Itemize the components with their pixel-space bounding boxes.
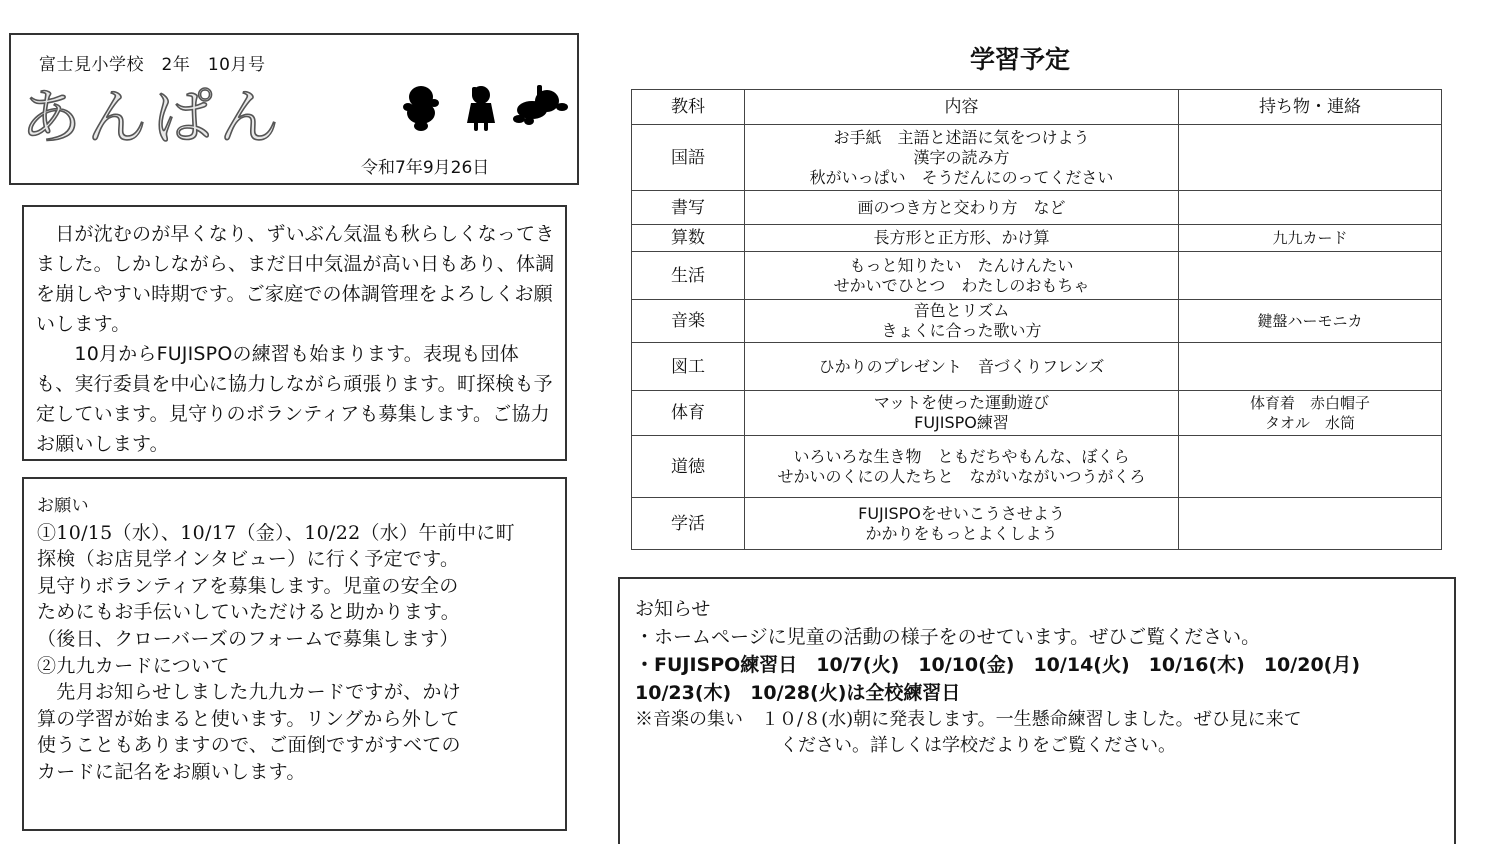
- content-line: かかりをもっとよくしよう: [865, 523, 1058, 543]
- items-cell: [1179, 125, 1442, 191]
- content-cell: [745, 252, 1179, 300]
- subject-cell: 学活: [632, 498, 745, 550]
- content-cell: [745, 391, 1179, 436]
- subject-cell: 書写: [632, 191, 745, 225]
- items-cell: [1179, 391, 1442, 436]
- content-line: きょくに合った歌い方: [881, 321, 1042, 340]
- items-cell: [1179, 252, 1442, 300]
- issue-date: 令和7年9月26日: [361, 158, 490, 178]
- request-line: 探検（お店見学インタビュー）に行く予定です。: [37, 548, 460, 571]
- table-row: [632, 300, 1442, 343]
- items-cell: [1179, 225, 1442, 252]
- request-line: 先月お知らせしました九九カードですが、かけ: [37, 681, 462, 704]
- content-line: マットを使った運動遊び: [873, 393, 1050, 412]
- table-row: [632, 498, 1442, 550]
- notice-line-practice-dates-cont: 10/23(木) 10/28(火)は全校練習日: [635, 682, 961, 704]
- content-line: 画のつき方と交わり方 など: [857, 197, 1066, 217]
- items-cell: [1179, 498, 1442, 550]
- notice-line-music-event-cont: ください。詳しくは学校だよりをご覧ください。: [780, 735, 1176, 756]
- request-line: ためにもお手伝いしていただけると助かります。: [37, 601, 461, 624]
- content-line: せかいでひとつ わたしのおもちゃ: [833, 275, 1090, 295]
- notice-line-practice-dates: ・FUJISPO練習日 10/7(火) 10/10(金) 10/14(火) 10/16(木) 10/20(月): [635, 654, 1361, 676]
- table-row: [632, 125, 1442, 191]
- request-line: 算の学習が始まると使います。リングから外して: [37, 707, 460, 730]
- subject-cell: 音楽: [632, 300, 745, 343]
- content-line: お手紙 主語と述語に気をつけよう: [833, 127, 1090, 147]
- table-row: [632, 343, 1442, 391]
- intro-message-box: [22, 205, 567, 461]
- request-line: （後日、クローバーズのフォームで募集します）: [37, 627, 459, 650]
- subject-cell: 道徳: [632, 436, 745, 498]
- schedule-table: [631, 89, 1442, 550]
- items-cell: [1179, 191, 1442, 225]
- newsletter-header: [9, 33, 579, 185]
- items-line: タオル 水筒: [1264, 414, 1355, 432]
- notice-box: [618, 577, 1456, 844]
- content-line: せかいのくにの人たちと ながいながいつうがくろ: [777, 466, 1146, 486]
- column-header-subject: 教科: [632, 90, 745, 125]
- content-line: FUJISPOをせいこうさせよう: [858, 503, 1065, 523]
- items-line: 九九カード: [1272, 229, 1348, 247]
- content-cell: [745, 498, 1179, 550]
- content-line: いろいろな生き物 ともだちやもんな、ぼくら: [793, 446, 1130, 466]
- column-header-content: 内容: [745, 90, 1179, 125]
- request-line: ①10/15（水）、10/17（金）、10/22（水）午前中に町: [37, 521, 515, 544]
- notice-heading: お知らせ: [635, 598, 711, 620]
- content-cell: [745, 125, 1179, 191]
- subject-cell: 生活: [632, 252, 745, 300]
- items-cell: [1179, 300, 1442, 343]
- table-header-row: [632, 90, 1442, 125]
- content-line: 長方形と正方形、かけ算: [873, 228, 1050, 247]
- items-cell: [1179, 436, 1442, 498]
- table-row: [632, 391, 1442, 436]
- items-line: 体育着 赤白帽子: [1249, 394, 1370, 412]
- subject-cell: 算数: [632, 225, 745, 252]
- table-row: [632, 225, 1442, 252]
- subject-cell: 図工: [632, 343, 745, 391]
- character-silhouettes-icon: [399, 83, 569, 133]
- content-line: FUJISPO練習: [914, 413, 1009, 432]
- content-cell: [745, 436, 1179, 498]
- schedule-title: 学習予定: [969, 45, 1070, 74]
- subject-cell: 体育: [632, 391, 745, 436]
- request-line: ②九九カードについて: [37, 654, 230, 677]
- table-row: [632, 191, 1442, 225]
- intro-paragraph: 10月からFUJISPOの練習も始まります。表現も団体も、実行委員を中心に協力しながら頑張ります。町探検も予定しています。見守りのボランティアも募集します。ご協力お願いします。: [36, 343, 553, 455]
- content-cell: [745, 300, 1179, 343]
- content-line: 音色とリズム: [913, 301, 1010, 320]
- column-header-items: 持ち物・連絡: [1179, 90, 1442, 125]
- notice-line-music-event: ※音楽の集い １０/８(水)朝に発表します。一生懸命練習しました。ぜひ見に来て: [635, 709, 1302, 730]
- content-line: もっと知りたい たんけんたい: [849, 255, 1074, 275]
- table-row: [632, 436, 1442, 498]
- notice-line-homepage: ・ホームページに児童の活動の様子をのせています。ぜひご覧ください。: [635, 626, 1261, 648]
- request-line: 使うこともありますので、ご面倒ですがすべての: [37, 734, 461, 757]
- content-cell: [745, 343, 1179, 391]
- newsletter-title: [17, 83, 387, 149]
- request-heading: お願い: [37, 496, 89, 516]
- content-cell: [745, 191, 1179, 225]
- svg-text:あんぱん: あんぱん: [21, 83, 285, 149]
- items-line: 鍵盤ハーモニカ: [1257, 312, 1363, 330]
- content-line: 秋がいっぱい そうだんにのってください: [809, 167, 1114, 187]
- request-line: 見守りボランティアを募集します。児童の安全の: [37, 574, 459, 597]
- school-issue-line: 富士見小学校 2年 10月号: [39, 55, 266, 75]
- content-cell: [745, 225, 1179, 252]
- intro-paragraph: 日が沈むのが早くなり、ずいぶん気温も秋らしくなってきました。しかしながら、まだ日中気温が高い日もあり、体調を崩しやすい時期です。ご家庭での体調管理をよろしくお願いします。: [36, 223, 555, 335]
- items-cell: [1179, 343, 1442, 391]
- request-box: [22, 477, 567, 831]
- table-row: [632, 252, 1442, 300]
- request-line: カードに記名をお願いします。: [37, 760, 306, 783]
- content-line: 漢字の読み方: [913, 147, 1010, 167]
- subject-cell: 国語: [632, 125, 745, 191]
- content-line: ひかりのプレゼント 音づくりフレンズ: [818, 356, 1105, 376]
